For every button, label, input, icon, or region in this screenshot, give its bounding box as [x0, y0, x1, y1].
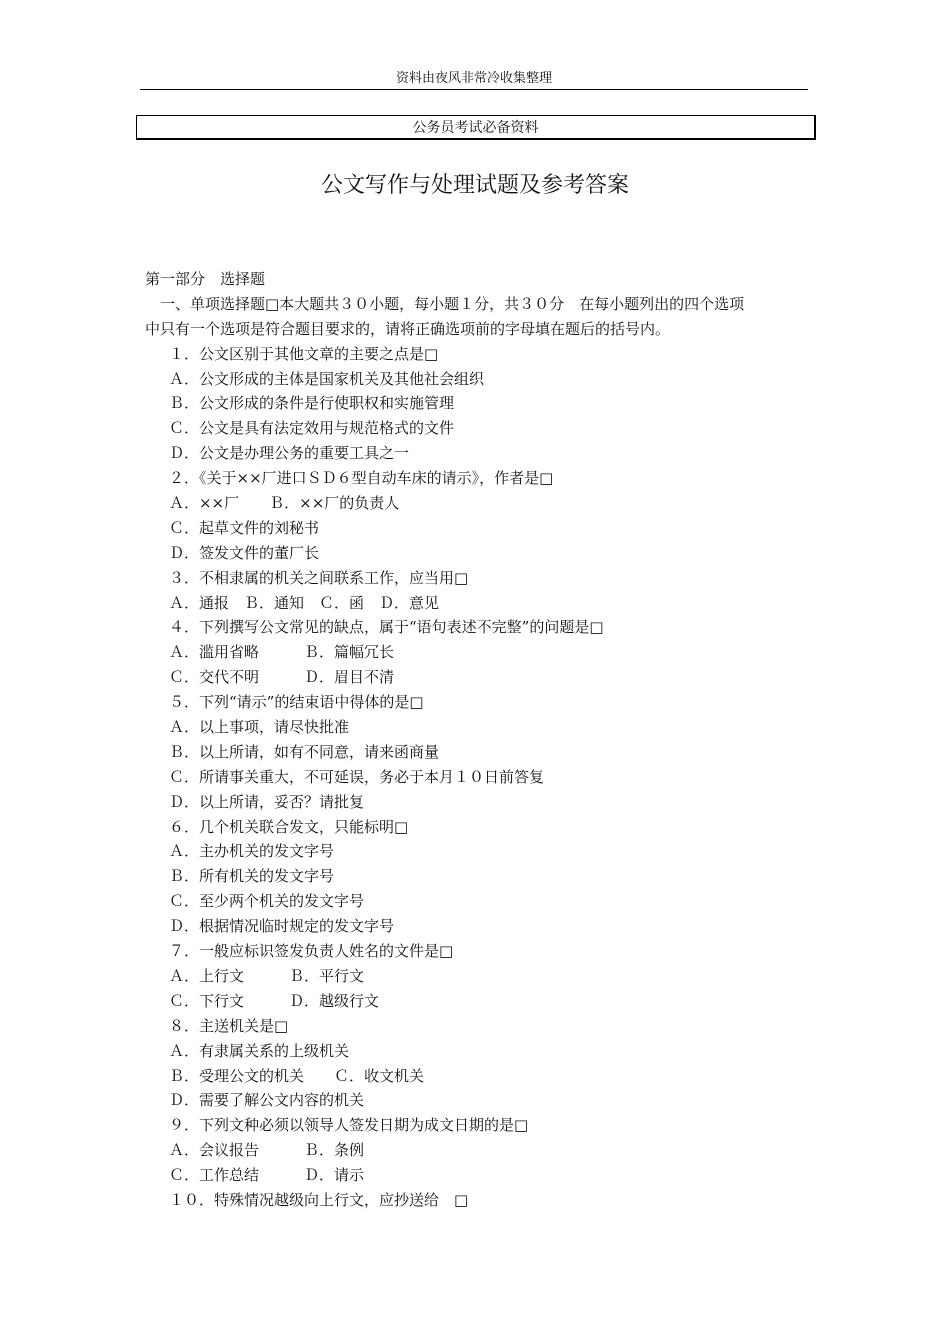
document-line: Ｃ．交代不明 Ｄ．眉目不清 — [169, 668, 395, 687]
document-line: Ｄ．以上所请，妥否？请批复 — [169, 792, 365, 811]
document-line: Ａ．滥用省略 Ｂ．篇幅冗长 — [169, 643, 395, 662]
document-line: Ａ．会议报告 Ｂ．条例 — [169, 1141, 365, 1160]
document-line: Ｂ．以上所请，如有不同意，请来函商量 — [169, 742, 440, 761]
document-line: ７．一般应标识签发负责人姓名的文件是□ — [169, 942, 454, 961]
document-line: Ａ．有隶属关系的上级机关 — [169, 1041, 350, 1060]
page-header-note: 资料由夜风非常冷收集整理 — [395, 71, 552, 86]
document-line: Ｃ．至少两个机关的发文字号 — [169, 892, 365, 911]
document-line: Ｄ．签发文件的董厂长 — [169, 543, 320, 562]
document-line: ４．下列撰写公文常见的缺点，属于“语句表述不完整”的问题是□ — [169, 618, 604, 637]
document-line: １０．特殊情况越级向上行文，应抄送给 □ — [169, 1190, 469, 1209]
document-line: Ａ．以上事项，请尽快批准 — [169, 718, 350, 737]
document-line: １．公文区别于其他文章的主要之点是□ — [169, 344, 439, 363]
header-divider — [140, 89, 808, 90]
document-line: Ａ．主办机关的发文字号 — [169, 842, 335, 861]
document-banner: 公务员考试必备资料 — [136, 115, 816, 140]
document-line: Ｂ．公文形成的条件是行使职权和实施管理 — [169, 394, 455, 413]
document-line: Ｄ．需要了解公文内容的机关 — [169, 1091, 365, 1110]
document-line: Ａ．通报 Ｂ．通知 Ｃ．函 Ｄ．意见 — [169, 593, 440, 612]
document-line: Ｂ．所有机关的发文字号 — [169, 867, 335, 886]
document-line: Ａ．××厂 Ｂ．××厂的负责人 — [169, 494, 400, 513]
document-line: Ｃ．工作总结 Ｄ．请示 — [169, 1166, 365, 1185]
document-line: Ｄ．公文是办理公务的重要工具之一 — [169, 444, 410, 463]
document-line: ３．不相隶属的机关之间联系工作，应当用□ — [169, 568, 469, 587]
document-line: 中只有一个选项是符合题目要求的，请将正确选项前的字母填在题后的括号内。 — [145, 319, 671, 338]
document-line: ９．下列文种必须以领导人签发日期为成文日期的是□ — [169, 1116, 529, 1135]
document-body — [145, 267, 813, 1213]
document-line: 一、单项选择题□本大题共３０小题，每小题１分，共３０分 在每小题列出的四个选项 — [145, 294, 745, 313]
document-line: Ｃ．所请事关重大，不可延误，务必于本月１０日前答复 — [169, 767, 545, 786]
document-line: 第一部分 选择题 — [145, 270, 266, 288]
document-line: Ｂ．受理公文的机关 Ｃ．收文机关 — [169, 1066, 425, 1085]
document-title: 公文写作与处理试题及参考答案 — [320, 173, 629, 198]
document-line: ５．下列“请示”的结束语中得体的是□ — [169, 693, 424, 712]
document-line: ２．《关于××厂进口ＳＤ６型自动车床的请示》，作者是□ — [169, 469, 554, 488]
document-line: ６．几个机关联合发文，只能标明□ — [169, 817, 409, 836]
document-line: Ｃ．公文是具有法定效用与规范格式的文件 — [169, 419, 455, 438]
document-line: Ｃ．下行文 Ｄ．越级行文 — [169, 991, 380, 1010]
document-line: ８．主送机关是□ — [169, 1016, 289, 1035]
document-line: Ａ．公文形成的主体是国家机关及其他社会组织 — [169, 369, 485, 388]
document-line: Ｃ．起草文件的刘秘书 — [169, 518, 320, 537]
document-line: Ｄ．根据情况临时规定的发文字号 — [169, 917, 395, 936]
document-line: Ａ．上行文 Ｂ．平行文 — [169, 966, 365, 985]
